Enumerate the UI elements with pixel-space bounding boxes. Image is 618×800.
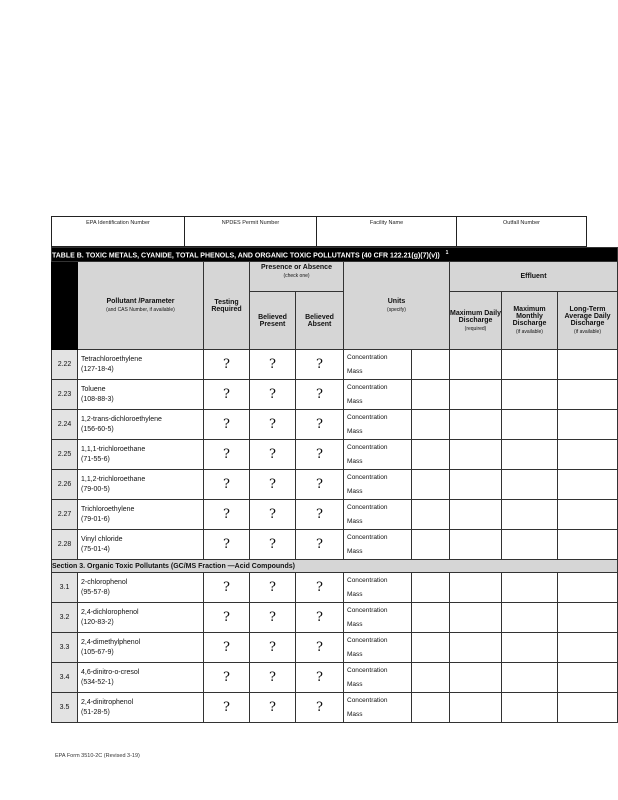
table-row bbox=[52, 530, 618, 560]
units-mass: Mass bbox=[347, 397, 363, 405]
units-input[interactable] bbox=[412, 500, 450, 530]
max-daily-input[interactable] bbox=[450, 410, 502, 440]
max-daily-input[interactable] bbox=[450, 380, 502, 410]
max-monthly-input[interactable] bbox=[502, 530, 558, 560]
identification-bar bbox=[51, 216, 587, 247]
long-term-input[interactable] bbox=[558, 440, 618, 470]
pollutant-name: 2,4-dichlorophenol bbox=[81, 608, 139, 616]
row-number: 2.27 bbox=[52, 500, 78, 530]
max-monthly-sub: (if available) bbox=[516, 329, 543, 335]
table-row bbox=[52, 573, 618, 603]
row-number: 3.2 bbox=[52, 603, 78, 633]
pollutant-cell bbox=[78, 350, 204, 380]
row-number: 2.28 bbox=[52, 530, 78, 560]
believed-present-checkbox[interactable]: ? bbox=[250, 350, 296, 380]
long-term-input[interactable] bbox=[558, 663, 618, 693]
max-monthly-input[interactable] bbox=[502, 693, 558, 723]
max-monthly-input[interactable] bbox=[502, 573, 558, 603]
table-row bbox=[52, 603, 618, 633]
pollutant-cell bbox=[78, 693, 204, 723]
pollutant-name: 1,1,2-trichloroethane bbox=[81, 475, 146, 483]
max-daily-input[interactable] bbox=[450, 500, 502, 530]
facility-label: Facility Name bbox=[369, 220, 404, 226]
units-input[interactable] bbox=[412, 573, 450, 603]
testing-required-checkbox[interactable]: ? bbox=[204, 633, 250, 663]
number-header bbox=[52, 262, 78, 350]
pollutant-cas: (51-28-5) bbox=[81, 708, 110, 716]
pollutant-cell bbox=[78, 410, 204, 440]
units-concentration: Concentration bbox=[347, 606, 388, 614]
believed-absent-checkbox[interactable]: ? bbox=[296, 603, 344, 633]
table-row bbox=[52, 440, 618, 470]
long-term-input[interactable] bbox=[558, 350, 618, 380]
units-input[interactable] bbox=[412, 410, 450, 440]
pollutant-header-label: Pollutant /Parameter bbox=[106, 298, 175, 305]
long-term-input[interactable] bbox=[558, 410, 618, 440]
max-daily-input[interactable] bbox=[450, 350, 502, 380]
units-cell bbox=[344, 350, 412, 380]
pollutant-name: Tetrachloroethylene bbox=[81, 355, 143, 363]
believed-present-label: Believed Present bbox=[258, 313, 287, 328]
pollutant-cas: (75-01-4) bbox=[81, 545, 110, 553]
long-term-input[interactable] bbox=[558, 470, 618, 500]
pollutant-cell bbox=[78, 633, 204, 663]
pollutant-cell bbox=[78, 573, 204, 603]
table-row bbox=[52, 633, 618, 663]
max-daily-input[interactable] bbox=[450, 633, 502, 663]
long-term-label: Long-Term Average Daily Discharge bbox=[564, 306, 611, 327]
presence-header-sub: (check one) bbox=[283, 273, 310, 279]
believed-present-header bbox=[250, 292, 296, 350]
row-number: 2.25 bbox=[52, 440, 78, 470]
believed-present-checkbox[interactable]: ? bbox=[250, 633, 296, 663]
table-row bbox=[52, 380, 618, 410]
pollutant-cell bbox=[78, 440, 204, 470]
pollutant-name: 1,2-trans-dichloroethylene bbox=[81, 415, 162, 423]
pollutant-cell bbox=[78, 500, 204, 530]
pollutant-name: Toluene bbox=[81, 385, 106, 393]
units-cell bbox=[344, 663, 412, 693]
believed-absent-checkbox[interactable]: ? bbox=[296, 350, 344, 380]
pollutant-cas: (534-52-1) bbox=[81, 678, 114, 686]
long-term-input[interactable] bbox=[558, 530, 618, 560]
pollutant-name: 4,6-dinitro-o-cresol bbox=[81, 668, 140, 676]
units-mass: Mass bbox=[347, 620, 363, 628]
table-row bbox=[52, 500, 618, 530]
pollutant-cas: (127-18-4) bbox=[81, 365, 114, 373]
units-mass: Mass bbox=[347, 710, 363, 718]
believed-absent-label: Believed Absent bbox=[305, 313, 334, 328]
testing-required-checkbox[interactable]: ? bbox=[204, 530, 250, 560]
units-concentration: Concentration bbox=[347, 473, 388, 481]
units-concentration: Concentration bbox=[347, 383, 388, 391]
table-row bbox=[52, 663, 618, 693]
long-term-input[interactable] bbox=[558, 693, 618, 723]
outfall-label: Outfall Number bbox=[503, 220, 540, 226]
max-monthly-label: Maximum Monthly Discharge bbox=[512, 306, 547, 327]
max-monthly-input[interactable] bbox=[502, 603, 558, 633]
units-mass: Mass bbox=[347, 680, 363, 688]
pollutant-name: 2,4-dimethylphenol bbox=[81, 638, 141, 646]
units-cell bbox=[344, 410, 412, 440]
believed-present-checkbox[interactable]: ? bbox=[250, 663, 296, 693]
long-term-input[interactable] bbox=[558, 380, 618, 410]
max-monthly-header bbox=[502, 292, 558, 350]
long-term-input[interactable] bbox=[558, 500, 618, 530]
units-concentration: Concentration bbox=[347, 533, 388, 541]
units-mass: Mass bbox=[347, 650, 363, 658]
pollutant-cas: (79-01-6) bbox=[81, 515, 110, 523]
row-number: 2.24 bbox=[52, 410, 78, 440]
presence-header bbox=[250, 262, 344, 292]
long-term-input[interactable] bbox=[558, 573, 618, 603]
long-term-input[interactable] bbox=[558, 633, 618, 663]
row-number: 3.1 bbox=[52, 573, 78, 603]
units-concentration: Concentration bbox=[347, 443, 388, 451]
units-mass: Mass bbox=[347, 367, 363, 375]
pollutant-cell bbox=[78, 470, 204, 500]
pollutant-name: Vinyl chloride bbox=[81, 535, 123, 543]
testing-required-checkbox[interactable]: ? bbox=[204, 573, 250, 603]
units-input[interactable] bbox=[412, 470, 450, 500]
table-row bbox=[52, 410, 618, 440]
table-row bbox=[52, 470, 618, 500]
facility-field[interactable] bbox=[317, 217, 457, 246]
table-title bbox=[52, 248, 618, 262]
pollutant-cas: (108-88-3) bbox=[81, 395, 114, 403]
units-input[interactable] bbox=[412, 603, 450, 633]
units-mass: Mass bbox=[347, 457, 363, 465]
testing-required-checkbox[interactable]: ? bbox=[204, 663, 250, 693]
max-daily-sub: (required) bbox=[464, 325, 487, 332]
believed-absent-checkbox[interactable]: ? bbox=[296, 470, 344, 500]
npdes-field[interactable] bbox=[185, 217, 317, 246]
max-monthly-input[interactable] bbox=[502, 380, 558, 410]
believed-present-checkbox[interactable]: ? bbox=[250, 603, 296, 633]
form-footer: EPA Form 3510-2C (Revised 3-19) bbox=[55, 753, 140, 759]
units-header-label: Units bbox=[387, 298, 406, 305]
table-title-text: TABLE B. TOXIC METALS, CYANIDE, TOTAL PHENOLS, AND ORGANIC TOXIC POLLUTANTS (40 CFR 122.21(g)(7)(v)) bbox=[52, 252, 440, 260]
testing-required-checkbox[interactable]: ? bbox=[204, 350, 250, 380]
long-term-sub: (if available) bbox=[574, 329, 601, 335]
believed-absent-checkbox[interactable]: ? bbox=[296, 663, 344, 693]
max-daily-input[interactable] bbox=[450, 603, 502, 633]
units-input[interactable] bbox=[412, 440, 450, 470]
units-cell bbox=[344, 380, 412, 410]
row-number: 3.3 bbox=[52, 633, 78, 663]
table-row bbox=[52, 350, 618, 380]
units-concentration: Concentration bbox=[347, 413, 388, 421]
testing-required-checkbox[interactable]: ? bbox=[204, 693, 250, 723]
pollutant-cas: (95-57-8) bbox=[81, 588, 110, 596]
units-mass: Mass bbox=[347, 427, 363, 435]
epa-id-field[interactable] bbox=[52, 217, 185, 246]
believed-absent-checkbox[interactable]: ? bbox=[296, 410, 344, 440]
believed-absent-checkbox[interactable]: ? bbox=[296, 573, 344, 603]
units-cell bbox=[344, 470, 412, 500]
max-daily-label: Maximum Daily Discharge bbox=[450, 309, 501, 324]
believed-present-checkbox[interactable]: ? bbox=[250, 500, 296, 530]
row-number: 2.26 bbox=[52, 470, 78, 500]
pollutant-table bbox=[51, 247, 618, 723]
units-concentration: Concentration bbox=[347, 503, 388, 511]
max-monthly-input[interactable] bbox=[502, 440, 558, 470]
units-cell bbox=[344, 693, 412, 723]
believed-present-checkbox[interactable]: ? bbox=[250, 693, 296, 723]
units-header bbox=[344, 262, 450, 350]
epa-id-label: EPA Identification Number bbox=[86, 220, 150, 226]
pollutant-cas: (156-60-5) bbox=[81, 425, 114, 433]
units-input[interactable] bbox=[412, 633, 450, 663]
believed-present-checkbox[interactable]: ? bbox=[250, 410, 296, 440]
pollutant-cell bbox=[78, 663, 204, 693]
units-header-sub: (specify) bbox=[387, 307, 406, 313]
outfall-field[interactable] bbox=[457, 217, 586, 246]
pollutant-cell bbox=[78, 530, 204, 560]
max-daily-input[interactable] bbox=[450, 693, 502, 723]
pollutant-cell bbox=[78, 603, 204, 633]
testing-required-checkbox[interactable]: ? bbox=[204, 410, 250, 440]
pollutant-cas: (120-83-2) bbox=[81, 618, 114, 626]
believed-absent-checkbox[interactable]: ? bbox=[296, 693, 344, 723]
believed-absent-header bbox=[296, 292, 344, 350]
units-input[interactable] bbox=[412, 693, 450, 723]
max-daily-input[interactable] bbox=[450, 530, 502, 560]
pollutant-cell bbox=[78, 380, 204, 410]
pollutant-cas: (71-55-6) bbox=[81, 455, 110, 463]
max-monthly-input[interactable] bbox=[502, 633, 558, 663]
max-daily-header bbox=[450, 292, 502, 350]
max-daily-input[interactable] bbox=[450, 663, 502, 693]
believed-absent-checkbox[interactable]: ? bbox=[296, 500, 344, 530]
table-title-note: 1 bbox=[445, 249, 449, 256]
effluent-header-label: Effluent bbox=[520, 273, 547, 280]
units-cell bbox=[344, 573, 412, 603]
units-concentration: Concentration bbox=[347, 696, 388, 704]
believed-absent-checkbox[interactable]: ? bbox=[296, 633, 344, 663]
units-concentration: Concentration bbox=[347, 353, 388, 361]
believed-absent-checkbox[interactable]: ? bbox=[296, 530, 344, 560]
pollutant-cas: (79-00-5) bbox=[81, 485, 110, 493]
units-cell bbox=[344, 500, 412, 530]
units-concentration: Concentration bbox=[347, 576, 388, 584]
believed-present-checkbox[interactable]: ? bbox=[250, 470, 296, 500]
max-daily-input[interactable] bbox=[450, 573, 502, 603]
row-number: 3.4 bbox=[52, 663, 78, 693]
max-monthly-input[interactable] bbox=[502, 350, 558, 380]
units-cell bbox=[344, 440, 412, 470]
units-mass: Mass bbox=[347, 547, 363, 555]
max-monthly-input[interactable] bbox=[502, 500, 558, 530]
testing-header-label: Testing Required bbox=[211, 298, 242, 313]
pollutant-name: 2-chlorophenol bbox=[81, 578, 128, 586]
max-monthly-input[interactable] bbox=[502, 410, 558, 440]
max-monthly-input[interactable] bbox=[502, 470, 558, 500]
pollutant-header-sub: (and CAS Number, if available) bbox=[106, 307, 175, 313]
pollutant-cas: (105-67-9) bbox=[81, 648, 114, 656]
believed-absent-checkbox[interactable]: ? bbox=[296, 380, 344, 410]
presence-header-label: Presence or Absence bbox=[261, 264, 332, 271]
units-cell bbox=[344, 633, 412, 663]
section-3-heading: Section 3. Organic Toxic Pollutants (GC/MS Fraction —Acid Compounds) bbox=[52, 560, 618, 573]
max-monthly-input[interactable] bbox=[502, 663, 558, 693]
believed-present-checkbox[interactable]: ? bbox=[250, 573, 296, 603]
effluent-header bbox=[450, 262, 618, 292]
units-cell bbox=[344, 530, 412, 560]
units-mass: Mass bbox=[347, 590, 363, 598]
npdes-label: NPDES Permit Number bbox=[221, 220, 280, 226]
row-number: 2.23 bbox=[52, 380, 78, 410]
units-input[interactable] bbox=[412, 380, 450, 410]
testing-required-checkbox[interactable]: ? bbox=[204, 470, 250, 500]
pollutant-name: Trichloroethylene bbox=[81, 505, 135, 513]
units-mass: Mass bbox=[347, 517, 363, 525]
pollutant-header bbox=[78, 262, 204, 350]
believed-present-checkbox[interactable]: ? bbox=[250, 530, 296, 560]
pollutant-name: 1,1,1-trichloroethane bbox=[81, 445, 146, 453]
units-cell bbox=[344, 603, 412, 633]
long-term-input[interactable] bbox=[558, 603, 618, 633]
max-daily-input[interactable] bbox=[450, 470, 502, 500]
believed-present-checkbox[interactable]: ? bbox=[250, 440, 296, 470]
testing-required-checkbox[interactable]: ? bbox=[204, 440, 250, 470]
row-number: 2.22 bbox=[52, 350, 78, 380]
believed-present-checkbox[interactable]: ? bbox=[250, 380, 296, 410]
units-concentration: Concentration bbox=[347, 666, 388, 674]
units-mass: Mass bbox=[347, 487, 363, 495]
max-daily-input[interactable] bbox=[450, 440, 502, 470]
units-input[interactable] bbox=[412, 350, 450, 380]
testing-required-checkbox[interactable]: ? bbox=[204, 380, 250, 410]
units-input[interactable] bbox=[412, 530, 450, 560]
long-term-header bbox=[558, 292, 618, 350]
pollutant-name: 2,4-dinitrophenol bbox=[81, 698, 134, 706]
row-number: 3.5 bbox=[52, 693, 78, 723]
table-row bbox=[52, 693, 618, 723]
testing-required-checkbox[interactable]: ? bbox=[204, 603, 250, 633]
units-input[interactable] bbox=[412, 663, 450, 693]
testing-header bbox=[204, 262, 250, 350]
units-concentration: Concentration bbox=[347, 636, 388, 644]
testing-required-checkbox[interactable]: ? bbox=[204, 500, 250, 530]
believed-absent-checkbox[interactable]: ? bbox=[296, 440, 344, 470]
